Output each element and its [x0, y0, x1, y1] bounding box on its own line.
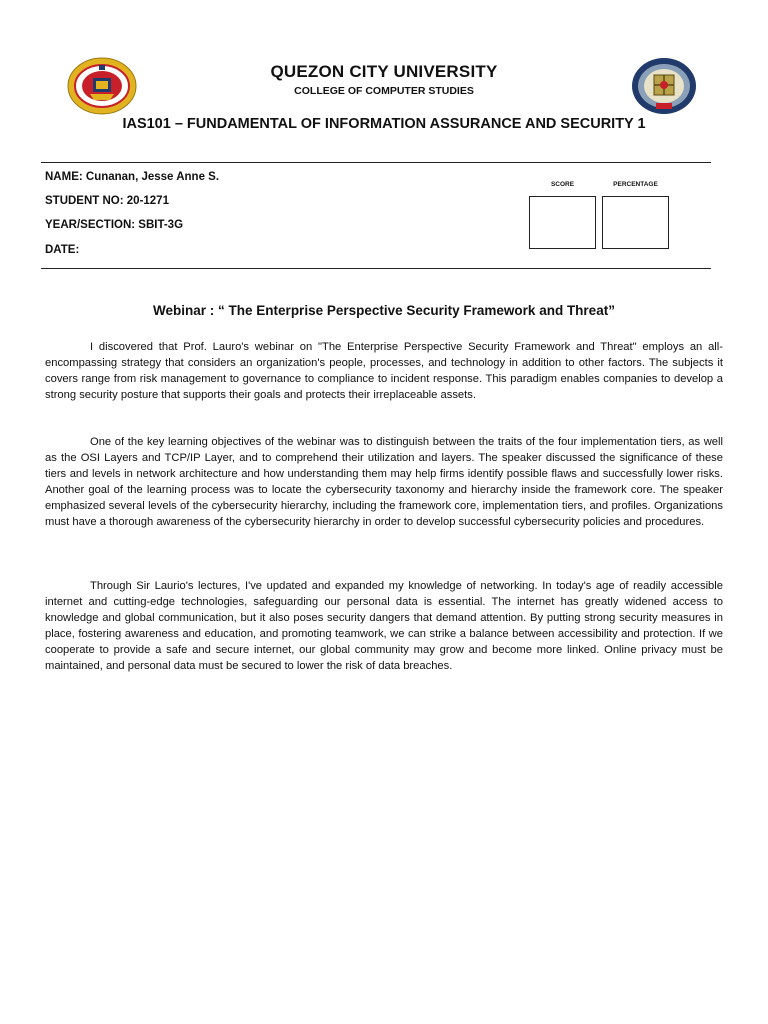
webinar-title: Webinar : “ The Enterprise Perspective Security Framework and Threat” [153, 303, 615, 318]
paragraph-3: Through Sir Laurio's lectures, I've updated and expanded my knowledge of networking. In today's age of readily accessible internet and cutting-edge technologies, safeguarding our personal data is essential. The internet has greatly widened access to knowledge and global communication, but it also poses security dangers that demand attention. By putting strong security measures in place, fostering awareness and education, and promoting teamwork, we can strike a balance between accessibility and protection. If we cooperate to provide a safe and secure internet, our global community may grow and become more linked. Online privacy must be maintained, and personal data must be secured to lower the risk of data breaches. [45, 580, 723, 672]
score-label: SCORE [550, 181, 575, 188]
percentage-label: PERCENTAGE [613, 181, 658, 188]
paragraph-2: One of the key learning objectives of the webinar was to distinguish between the traits of the four implementation tiers, as well as the OSI Layers and TCP/IP Layer, and to comprehend their utilization and layers. The speaker discussed the significance of these tiers and levels in network architecture and how understanding them may help firms identify possible flaws and successfully lower risks. Another goal of the learning process was to locate the cybersecurity taxonomy and hierarchy inside the framework core. The speaker emphasized several levels of the cybersecurity hierarchy, including the framework core, implementation tiers, and profiles. Organizations must have a thorough awareness of the cybersecurity hierarchy in order to develop successful cybersecurity policies and procedures. [45, 436, 723, 528]
header-divider-top [41, 162, 711, 163]
header-divider-bottom [41, 268, 711, 269]
college-name: COLLEGE OF COMPUTER STUDIES [294, 85, 474, 97]
university-name: QUEZON CITY UNIVERSITY [270, 62, 498, 81]
paragraph-1: I discovered that Prof. Lauro's webinar on "The Enterprise Perspective Security Framework and Threat" employs an all-encompassing strategy that considers an organization's people, processes, and technology in addition to other factors. The subjects it covers range from risk management to governance to compliance to incident response. This paradigm enables companies to develop a strong security posture that supports their goals and protects their irreplaceable assets. [45, 341, 723, 401]
student-name: NAME: Cunanan, Jesse Anne S. [45, 171, 220, 183]
year-section: YEAR/SECTION: SBIT-3G [45, 219, 184, 231]
percentage-box [602, 196, 669, 249]
date-field: DATE: [45, 244, 80, 256]
score-box [529, 196, 596, 249]
course-title: IAS101 – FUNDAMENTAL OF INFORMATION ASSURANCE AND SECURITY 1 [122, 116, 646, 132]
student-number: STUDENT NO: 20-1271 [45, 195, 169, 207]
